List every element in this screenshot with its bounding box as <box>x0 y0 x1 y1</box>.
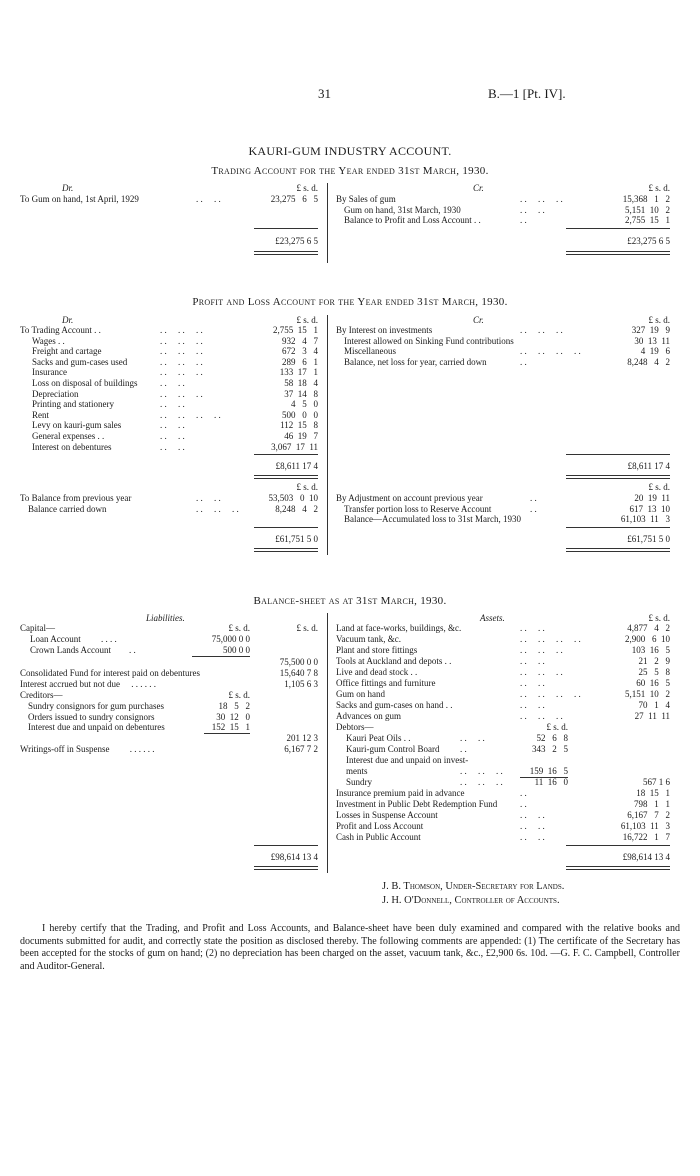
pl-cr-currency: £ s. d. <box>648 315 670 325</box>
debtor-row-leader: . . . . . . <box>460 777 503 787</box>
trading-dr-total: £23,275 6 5 <box>275 236 318 246</box>
pl-dr-row-amount: 37 14 8 <box>284 388 318 399</box>
pl-dr-row-text: Interest on debentures <box>32 441 112 452</box>
consolidated-fund: Consolidated Fund for interest paid on debentures <box>20 668 200 678</box>
signature-thomson: J. B. Thomson, Under-Secretary for Lands. <box>382 881 565 892</box>
pl-cr-row-amount: 4 19 6 <box>640 346 670 357</box>
pl-dr-row-leader: . . . . . . <box>160 356 203 367</box>
creditor-row-amount: 152 15 1 <box>211 722 250 733</box>
trading-cr-label: Cr. <box>473 183 484 193</box>
pl-cr-row-amount: 30 13 11 <box>634 335 670 346</box>
asset2-row-text: Losses in Suspense Account <box>336 810 438 820</box>
pl-dr-row-text: Sacks and gum-cases used <box>32 356 128 367</box>
asset2-row-amount: 16,722 1 7 <box>622 832 670 842</box>
asset-row-label <box>336 645 563 656</box>
balance-heading: Balance-sheet as at 31st March, 1930. <box>253 595 447 607</box>
debtor-row-amount: 159 16 5 <box>529 766 568 776</box>
asset-row-label <box>336 656 545 667</box>
pl-dr-row-leader: . . . . <box>160 420 185 431</box>
asset-row-text: Live and dead stock . . <box>336 667 418 677</box>
debtor-row-text: ments <box>346 766 368 776</box>
asset2-row-leader: . . . . <box>520 810 545 820</box>
pl-cr-row-text: Interest allowed on Sinking Fund contributions <box>344 335 514 346</box>
asset-row-text: Sacks and gum-cases on hand . . <box>336 700 453 710</box>
signature-odonnell: J. H. O'Donnell, Controller of Accounts. <box>382 895 560 906</box>
asset2-row-amount: 18 15 1 <box>636 788 670 798</box>
pl-cr-row-text: Balance, net loss for year, carried down <box>344 356 487 367</box>
creditors-currency: £ s. d. <box>228 690 250 700</box>
trading-dr-row-text: To Gum on hand, 1st April, 1929 <box>20 194 139 204</box>
asset-row-amount: 103 16 5 <box>631 645 670 655</box>
trading-cr-row-text: Gum on hand, 31st March, 1930 <box>344 204 461 215</box>
pl-dr-row-text: Depreciation <box>32 388 79 399</box>
pl-dr-row-amount: 112 15 8 <box>280 420 318 431</box>
pl-dr2-row-leader: . . . . . . <box>196 503 239 514</box>
pl-cr-currency-2: £ s. d. <box>648 482 670 492</box>
pl-dr-row-amount: 500 0 0 <box>282 409 318 420</box>
pl-cr-total: £8,611 17 4 <box>627 461 670 471</box>
asset-row-label <box>336 700 545 711</box>
asset-row-leader: . . . . . . . . <box>520 634 581 644</box>
asset-row-leader: . . . . . . <box>520 667 563 677</box>
debtor-row-label <box>346 766 503 777</box>
pl-cr-row-leader: . . . . . . . . <box>520 346 581 357</box>
pl-cr-row-leader: . . . . . . <box>520 325 563 335</box>
asset2-row-leader: . . <box>520 788 527 798</box>
debtor-row-amount: 343 2 5 <box>532 744 568 754</box>
debtor-row-text: Kauri Peat Oils . . <box>346 733 411 743</box>
creditor-row-text: Sundry consignors for gum purchases <box>28 701 164 711</box>
pl-dr-row-amount: 932 4 7 <box>282 335 318 346</box>
pl-dr-row-text: Loss on disposal of buildings <box>32 378 138 388</box>
pl-dr-row-text: To Trading Account . . <box>20 325 101 335</box>
asset-row-text: Tools at Auckland and depots . . <box>336 656 452 666</box>
pl-dr-row-amount: 2,755 15 1 <box>273 325 318 335</box>
pl-dr-row-leader: . . . . . . . . <box>160 409 221 420</box>
asset-row-text: Plant and store fittings <box>336 645 418 655</box>
assets-label: Assets. <box>480 613 505 623</box>
pl-cr-row-text: Miscellaneous <box>344 346 396 357</box>
asset-row-leader: . . . . <box>520 678 545 688</box>
interest-accrued-amount: 1,105 6 3 <box>284 679 318 689</box>
pl-cr-row-leader: . . <box>520 356 527 367</box>
creditor-row-label <box>28 701 164 712</box>
pl-dr-label: Dr. <box>62 315 74 325</box>
trading-cr-row-text: By Sales of gum <box>336 194 396 204</box>
pl-dr-row-leader: . . . . <box>160 399 185 410</box>
asset2-row-text: Profit and Loss Account <box>336 821 424 831</box>
pl-dr-row-amount: 672 3 4 <box>282 346 318 357</box>
pl-dr-currency: £ s. d. <box>296 315 318 325</box>
pl-dr-row-amount: 133 17 1 <box>279 367 318 378</box>
assets-total: £98,614 13 4 <box>622 852 670 862</box>
debtor-row-label <box>346 733 485 744</box>
debtors-rule <box>520 777 568 778</box>
asset-row-text: Advances on gum <box>336 711 401 721</box>
creditor-row-amount: 30 12 0 <box>216 711 250 722</box>
asset-row-amount: 25 5 8 <box>638 667 670 677</box>
asset-row-amount: 60 16 5 <box>636 678 670 688</box>
loan-amount: 75,000 0 0 <box>211 634 250 644</box>
pl-dr-total: £8,611 17 4 <box>275 461 318 471</box>
document-title: KAURI-GUM INDUSTRY ACCOUNT. <box>248 144 452 158</box>
trading-cr-total: £23,275 6 5 <box>627 236 670 246</box>
debtor-row-text: Kauri-gum Control Board <box>346 744 440 754</box>
capital-label: Capital— <box>20 623 55 633</box>
asset2-row-label <box>336 799 527 810</box>
pl-cr2-row-amount: 20 19 11 <box>634 493 670 503</box>
asset2-row-leader: . . . . <box>520 832 545 842</box>
asset-row-leader: . . . . . . . . <box>520 689 581 699</box>
pl-cr2-row-text: By Adjustment on account previous year <box>336 493 483 503</box>
asset-row-text: Office fittings and furniture <box>336 678 436 688</box>
asset-row-amount: 2,900 6 10 <box>625 634 670 644</box>
pl-cr2-row-leader: . . <box>530 493 537 503</box>
loan-account: Loan Account . . . . <box>30 634 117 644</box>
pl-cr-row-text: By Interest on investments <box>336 325 433 335</box>
pl-dr-total-2: £61,751 5 0 <box>275 534 318 544</box>
pl-dr2-row-amount: 53,503 0 10 <box>268 493 318 503</box>
pl-dr2-row-amount: 8,248 4 2 <box>275 503 318 514</box>
debtor-row-amount: 11 16 0 <box>534 777 568 787</box>
pl-dr-row-amount: 46 19 7 <box>284 431 318 441</box>
pl-dr2-row-text: Balance carried down <box>28 503 107 514</box>
trading-heading: Trading Account for the Year ended 31st March, 1930. <box>211 165 489 177</box>
liab-currency-outer: £ s. d. <box>296 623 318 633</box>
pl-cr2-row-text: Balance—Accumulated loss to 31st March, 1930 <box>344 514 521 525</box>
liab-double-rule <box>254 866 318 870</box>
liabilities-label: Liabilities. <box>146 613 185 623</box>
asset-row-label <box>336 667 563 678</box>
pl-cr2-row-amount: 61,103 11 3 <box>620 514 670 525</box>
pl-dr-row-leader: . . . . <box>160 378 185 388</box>
asset2-row-amount: 61,103 11 3 <box>620 821 670 831</box>
writings-off: Writings-off in Suspense . . . . . . <box>20 744 155 754</box>
debtor-row-amount: 52 6 8 <box>536 733 568 743</box>
debtor-row-leader: . . <box>460 744 467 754</box>
pl-dr-row-leader: . . . . <box>160 441 185 452</box>
interest-accrued: Interest accrued but not due . . . . . . <box>20 679 156 689</box>
trading-dr-label: Dr. <box>62 183 74 193</box>
asset2-row-amount: 798 1 1 <box>634 799 670 809</box>
pl-dr-row-leader: . . . . . . <box>160 335 203 346</box>
asset-row-leader: . . . . <box>520 656 545 666</box>
asset-row-text: Vacuum tank, &c. <box>336 634 401 644</box>
page-reference: B.—1 [Pt. IV]. <box>488 86 566 101</box>
trading-dr-row-amount: 23,275 6 5 <box>270 194 318 204</box>
asset-row-leader: . . . . <box>520 700 545 710</box>
pl-dr-row-amount: 289 6 1 <box>282 356 318 367</box>
pl-cr-row-amount: 327 19 9 <box>631 325 670 335</box>
pl-dr2-row-leader: . . . . <box>196 493 221 503</box>
asset-row-label <box>336 689 581 700</box>
pl-dr-row-amount: 3,067 17 11 <box>271 441 318 452</box>
liab-total-rule <box>254 845 318 846</box>
assets-total-rule <box>566 845 670 846</box>
debtor-row-leader: . . . . <box>460 733 485 743</box>
pl-dr-row-text: Printing and stationery <box>32 399 114 410</box>
asset2-row-label <box>336 788 527 799</box>
pl-dr-row-text: Levy on kauri-gum sales <box>32 420 122 431</box>
writings-off-amount: 6,167 7 2 <box>284 744 318 754</box>
trading-cr-row-leader: . . . . <box>520 204 545 215</box>
debtor-row-label <box>346 744 467 755</box>
assets-currency: £ s. d. <box>648 613 670 623</box>
pl-dr-row-leader: . . . . . . <box>160 346 203 357</box>
pl-heading: Profit and Loss Account for the Year ended 31st March, 1930. <box>192 296 508 308</box>
pl-dr-row-amount: 58 18 4 <box>284 378 318 388</box>
asset-row-label <box>336 711 563 722</box>
pl-cr2-row-text: Transfer portion loss to Reserve Account <box>344 503 492 514</box>
asset-row-text: Gum on hand <box>336 689 385 699</box>
debtor-row-label <box>346 755 468 766</box>
liabilities-total: £98,614 13 4 <box>270 852 318 862</box>
pl-dr2-row-text: To Balance from previous year <box>20 493 132 503</box>
trading-dr-row-leader: . . . . <box>196 194 221 204</box>
pl-dr-row-text: Rent <box>32 409 49 420</box>
pl-dr-row-leader: . . . . . . <box>160 388 203 399</box>
debtor-row-label <box>346 777 503 788</box>
asset-row-leader: . . . . <box>520 623 545 633</box>
trading-cr-row-amount: 5,151 10 2 <box>625 204 670 215</box>
debtors-label: Debtors— <box>336 722 374 732</box>
asset2-row-amount: 6,167 7 2 <box>627 810 670 820</box>
asset2-row-label <box>336 832 545 843</box>
trading-cr-row-leader: . . . . . . <box>520 194 563 204</box>
pl-dr-row-text: Insurance <box>32 367 67 378</box>
trading-cr-row-amount: 2,755 15 1 <box>625 215 670 226</box>
debtor-row-text: Sundry <box>346 777 373 787</box>
asset2-row-leader: . . <box>520 799 527 809</box>
pl-cr2-row-leader: . . <box>530 503 537 514</box>
asset-row-text: Land at face-works, buildings, &c. <box>336 623 462 633</box>
pl-cr-label: Cr. <box>473 315 484 325</box>
capital-total: 75,500 0 0 <box>279 657 318 667</box>
asset-row-label <box>336 678 545 689</box>
asset2-row-leader: . . . . <box>520 821 545 831</box>
asset2-row-text: Cash in Public Account <box>336 832 421 842</box>
creditor-row-text: Orders issued to sundry consignors <box>28 711 155 722</box>
balance-divider <box>327 613 328 873</box>
pl-dr-row-leader: . . . . . . <box>160 325 203 335</box>
asset-row-label <box>336 634 581 645</box>
asset2-row-text: Insurance premium paid in advance <box>336 788 465 798</box>
creditors-total: 201 12 3 <box>286 733 318 743</box>
asset2-row-label <box>336 821 545 832</box>
asset2-row-label <box>336 810 545 821</box>
creditor-row-label <box>28 722 165 733</box>
asset-row-amount: 21 2 9 <box>638 656 670 666</box>
pl-cr-row-amount: 8,248 4 2 <box>627 356 670 367</box>
trading-dr-currency: £ s. d. <box>296 183 318 193</box>
pl-dr-row-text: Wages . . <box>32 335 65 346</box>
creditor-row-amount: 18 5 2 <box>218 701 250 711</box>
asset2-row-text: Investment in Public Debt Redemption Fund <box>336 799 498 809</box>
assets-double-rule <box>566 866 670 870</box>
creditor-row-text: Interest due and unpaid on debentures <box>28 722 165 733</box>
asset-row-label <box>336 623 545 634</box>
pl-dr-row-text: Freight and cartage <box>32 346 102 357</box>
audit-certificate: I hereby certify that the Trading, and Profit and Loss Accounts, and Balance-sheet have been duly examined and compared with the relative books and documents submitted for audit, and correctly state the position as disclosed thereby. The following comments are appended: (1) The certificate of the Secretary has been accepted for the stocks of gum on hand; (2) no depreciation has been charged on the asset, vacuum tank, &c., £2,900 6s. 10d. —G. F. C. Campbell, Controller and Auditor-General. <box>20 923 680 972</box>
asset-row-amount: 5,151 10 2 <box>625 689 670 699</box>
asset-row-leader: . . . . . . <box>520 711 563 721</box>
debtor-row-text: Interest due and unpaid on invest- <box>346 755 469 765</box>
creditor-row-label <box>28 712 155 723</box>
pl-dr-currency-2: £ s. d. <box>296 482 318 492</box>
consolidated-amount: 15,640 7 8 <box>279 668 318 678</box>
pl-cr-total-2: £61,751 5 0 <box>627 534 670 544</box>
asset-row-amount: 70 1 4 <box>638 700 670 710</box>
debtors-currency: £ s. d. <box>546 722 568 732</box>
crown-amount: 500 0 0 <box>223 645 250 655</box>
creditors-label: Creditors— <box>20 690 63 700</box>
pl-dr-row-amount: 4 5 0 <box>291 399 318 410</box>
pl-dr-row-leader: . . . . <box>160 431 185 441</box>
liab-currency-inner: £ s. d. <box>228 623 250 633</box>
crown-account: Crown Lands Account . . <box>30 645 136 655</box>
asset-row-amount: 4,877 4 2 <box>627 623 670 633</box>
asset-row-leader: . . . . . . <box>520 645 563 655</box>
pl-cr2-row-amount: 617 13 10 <box>629 503 670 514</box>
debtors-total: 567 1 6 <box>643 777 670 787</box>
trading-cr-row-leader: . . <box>520 215 527 226</box>
asset-row-amount: 27 11 11 <box>634 711 670 721</box>
pl-dr-row-leader: . . . . . . <box>160 367 203 378</box>
pl-dr-row-text: General expenses . . <box>32 431 105 441</box>
trading-cr-currency: £ s. d. <box>648 183 670 193</box>
trading-cr-row-amount: 15,368 1 2 <box>622 194 670 204</box>
trading-cr-row-text: Balance to Profit and Loss Account . . <box>344 215 481 226</box>
debtor-row-leader: . . . . . . <box>460 766 503 776</box>
page-number: 31 <box>318 86 331 101</box>
